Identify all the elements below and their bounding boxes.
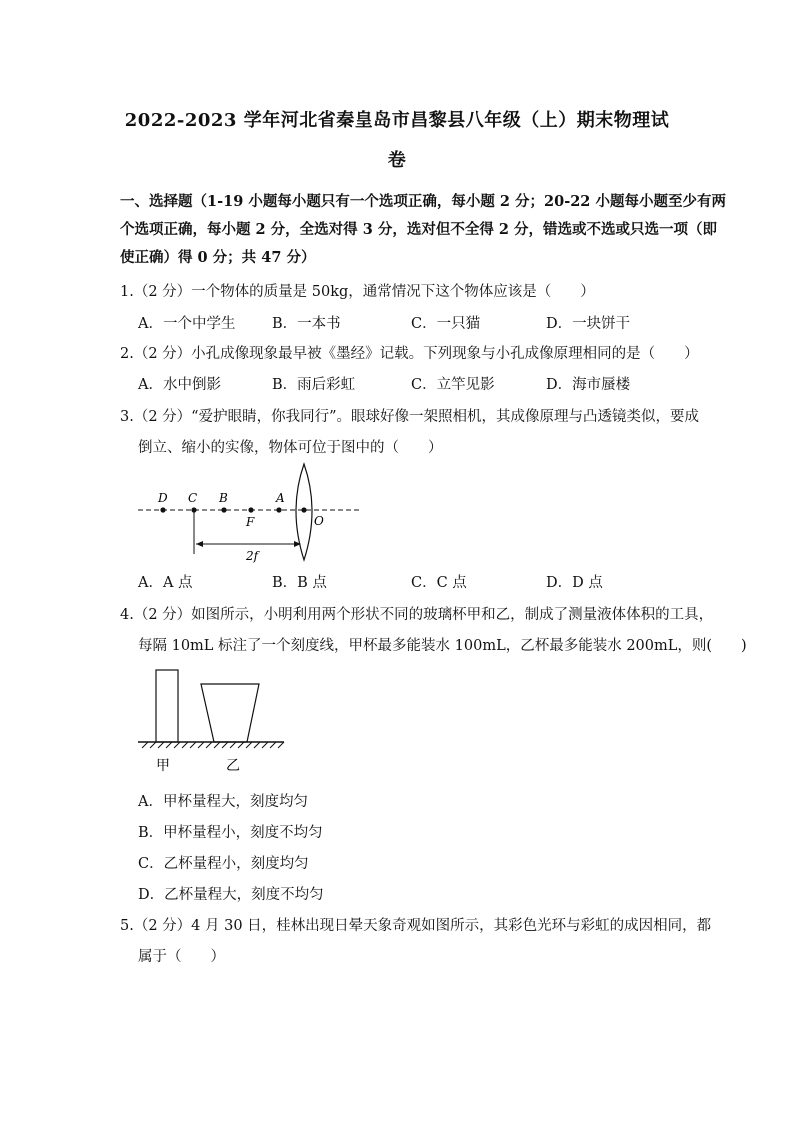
question-4-stem-line2: 每隔 10mL 标注了一个刻度线，甲杯最多能装水 100mL，乙杯最多能装水 200mL，则( ) [138,638,747,654]
question-3-option-a[interactable]: A．A 点 [138,575,193,591]
question-4-option-c[interactable]: C．乙杯量程小，刻度均匀 [138,856,309,872]
question-4-option-a[interactable]: A．甲杯量程大，刻度均匀 [138,794,308,810]
question-4-option-b[interactable]: B．甲杯量程小，刻度不均匀 [138,825,323,841]
label-jia: 甲 [156,758,170,774]
question-1-option-c[interactable]: C．一只猫 [411,316,481,332]
ground-hatching [142,742,284,748]
point-a [276,507,281,512]
question-2-option-a[interactable]: A．水中倒影 [138,377,221,393]
label-a: A [276,491,285,505]
label-2f: 2f [246,549,259,563]
label-d: D [158,491,168,505]
question-2-option-d[interactable]: D．海市蜃楼 [546,377,631,393]
label-yi: 乙 [226,758,240,774]
question-1-option-d[interactable]: D．一块饼干 [546,316,631,332]
question-1-option-b[interactable]: B．一本书 [272,316,341,332]
question-4-option-d[interactable]: D．乙杯量程大，刻度不均匀 [138,887,324,903]
point-d [160,507,165,512]
question-3-stem-line1: 3.（2 分）“爱护眼睛，你我同行”。眼球好像一架照相机，其成像原理与凸透镜类似，要成 [120,409,699,425]
question-2-stem: 2.（2 分）小孔成像现象最早被《墨经》记载。下列现象与小孔成像原理相同的是（ ） [120,346,699,362]
point-b [221,507,226,512]
section-heading-line2: 个选项正确，每小题 2 分，全选对得 3 分，选对但不全得 2 分，错选或不选或只选一项（即 [120,221,718,238]
question-3-option-b[interactable]: B．B 点 [272,575,327,591]
point-o [301,507,306,512]
exam-title-line1: 2022-2023 学年河北省秦皇岛市昌黎县八年级（上）期末物理试 [124,110,670,131]
question-4-stem-line1: 4.（2 分）如图所示，小明利用两个形状不同的玻璃杯甲和乙，制成了测量液体体积的工具， [120,607,714,623]
question-2-option-c[interactable]: C．立竿见影 [411,377,495,393]
label-f: F [246,515,255,529]
question-2-option-b[interactable]: B．雨后彩虹 [272,377,356,393]
question-3-stem-line2: 倒立、缩小的实像，物体可位于图中的（ ） [138,440,443,456]
question-1-stem: 1.（2 分）一个物体的质量是 50kg，通常情况下这个物体应该是（ ） [120,284,595,300]
section-heading-line1: 一、选择题（1-19 小题每小题只有一个选项正确，每小题 2 分；20-22 小题每小题至少有两 [120,193,726,210]
cup-yi [201,684,259,742]
label-b: B [219,491,228,505]
question-5-stem-line2: 属于（ ） [138,949,225,965]
question-3-option-d[interactable]: D．D 点 [546,575,603,591]
question-5-stem-line1: 5.（2 分）4 月 30 日，桂林出现日晕天象奇观如图所示，其彩色光环与彩虹的成因相同，都 [120,918,712,934]
section-heading-line3: 使正确）得 0 分；共 47 分） [120,249,316,266]
lens-diagram [130,460,380,570]
point-f [248,507,253,512]
label-o: O [314,514,324,528]
arrowhead-left [196,541,203,547]
cups-diagram [134,662,294,777]
question-3-option-c[interactable]: C．C 点 [411,575,467,591]
question-1-option-a[interactable]: A．一个中学生 [138,316,236,332]
label-c: C [188,491,198,505]
exam-title-line2: 卷 [387,150,407,171]
cup-jia [156,670,178,742]
